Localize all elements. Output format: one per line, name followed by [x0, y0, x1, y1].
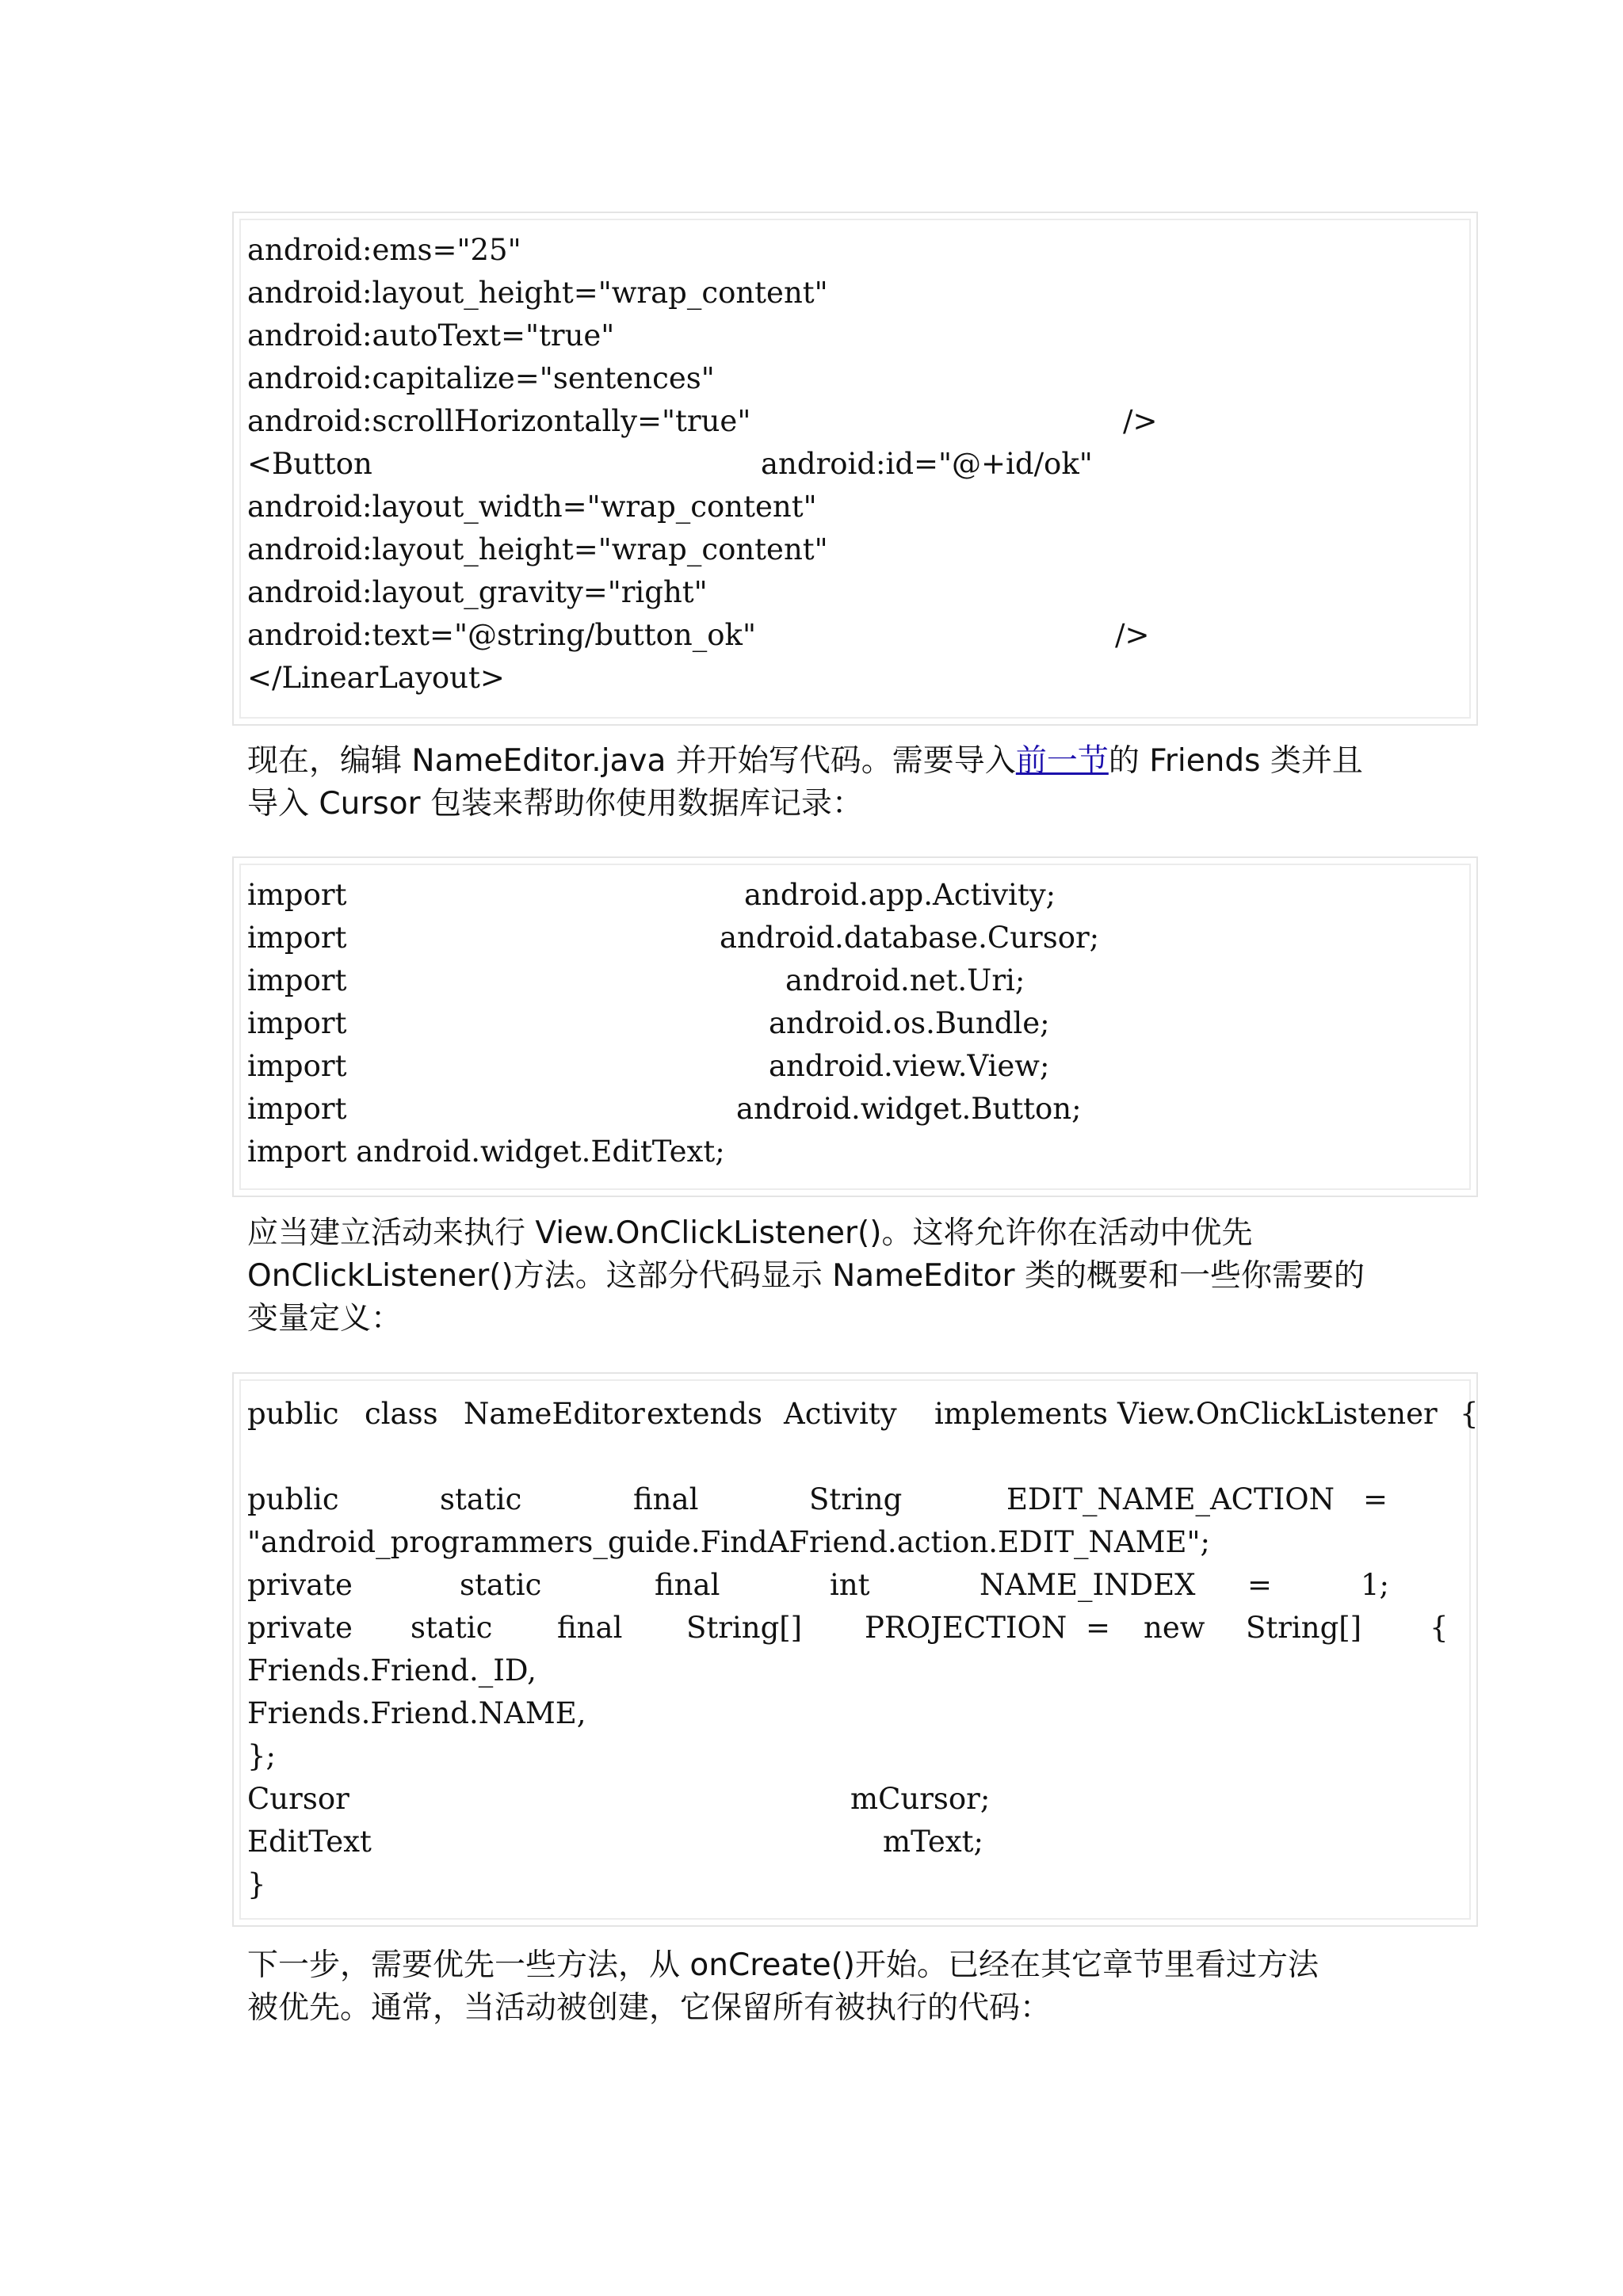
code-token: = — [1247, 1568, 1273, 1602]
code-token: new — [1144, 1611, 1205, 1645]
code-block-inner — [239, 864, 1471, 1190]
code-token: class — [365, 1397, 438, 1431]
code-token: import — [247, 921, 347, 955]
paragraph-line: OnClickListener()方法。这部分代码显示 NameEditor 类的概要和一些你需要的 — [247, 1258, 1365, 1294]
code-line: android:layout_height="wrap_content" — [247, 276, 828, 310]
code-token: = — [1086, 1611, 1111, 1645]
code-token: String[] — [1246, 1611, 1362, 1645]
code-token: extends — [647, 1397, 763, 1431]
paragraph-line: 下一步，需要优先一些方法，从 onCreate()开始。已经在其它章节里看过方法 — [247, 1947, 1319, 1983]
paragraph-line: 被优先。通常，当活动被创建，它保留所有被执行的代码： — [247, 1990, 1052, 2026]
code-token: <Button — [247, 447, 372, 481]
code-token: import — [247, 1049, 347, 1083]
code-token: android.app.Activity; — [744, 878, 1056, 912]
code-token: View.OnClickListener — [1117, 1397, 1438, 1431]
code-block-class — [232, 1372, 1478, 1927]
code-line: } — [247, 1867, 266, 1901]
code-token: /> — [1123, 404, 1158, 438]
code-token: public — [247, 1482, 339, 1516]
code-token: = — [1363, 1482, 1388, 1516]
paragraph-line: 变量定义： — [247, 1301, 403, 1337]
code-token: String[] — [686, 1611, 803, 1645]
code-token: private — [247, 1611, 353, 1645]
code-line — [247, 1778, 1476, 1821]
code-token: { — [1460, 1397, 1479, 1431]
code-token: Cursor — [247, 1782, 349, 1816]
paragraph-line: 应当建立活动来执行 View.OnClickListener()。这将允许你在活动中优先 — [247, 1215, 1253, 1251]
code-line: Friends.Friend.NAME, — [247, 1696, 586, 1730]
code-token: EditText — [247, 1825, 372, 1859]
code-token: import — [247, 963, 347, 997]
code-line: android:capitalize="sentences" — [247, 361, 715, 395]
code-token: mCursor; — [850, 1782, 991, 1816]
code-line — [247, 917, 1436, 959]
code-token: mText; — [883, 1825, 983, 1859]
paragraph — [247, 1212, 1388, 1341]
code-line: }; — [247, 1739, 277, 1773]
code-line — [247, 1564, 1476, 1607]
code-line: android:layout_width="wrap_content" — [247, 490, 817, 524]
code-line — [247, 959, 1436, 1002]
code-token: String — [809, 1482, 903, 1516]
code-line — [247, 1607, 1476, 1650]
code-token: private — [247, 1568, 353, 1602]
previous-section-link[interactable]: 前一节 — [1015, 743, 1109, 779]
paragraph-text: 的 Friends 类并且 — [1108, 743, 1363, 779]
code-line: Friends.Friend._ID, — [247, 1653, 537, 1688]
code-token: { — [1430, 1611, 1449, 1645]
code-line — [247, 614, 1357, 657]
code-line — [247, 1088, 1436, 1131]
code-token: final — [557, 1611, 623, 1645]
code-line: import android.widget.EditText; — [247, 1135, 725, 1169]
code-line — [247, 1393, 1479, 1436]
code-token: final — [633, 1482, 699, 1516]
code-block-imports — [232, 856, 1478, 1197]
paragraph — [247, 1944, 1388, 2030]
paragraph-line: 导入 Cursor 包装来帮助你使用数据库记录： — [247, 786, 863, 822]
code-token: NAME_INDEX — [980, 1568, 1196, 1602]
code-token: android:text="@string/button_ok" — [247, 618, 756, 652]
code-line — [247, 1821, 1476, 1863]
code-line — [247, 1478, 1476, 1521]
code-token: import — [247, 1006, 347, 1040]
code-line: "android_programmers_guide.FindAFriend.action.EDIT_NAME"; — [247, 1525, 1210, 1559]
code-token: import — [247, 1092, 347, 1126]
code-token: android.view.View; — [769, 1049, 1050, 1083]
code-token: final — [655, 1568, 720, 1602]
code-line: android:autoText="true" — [247, 318, 615, 353]
code-token: import — [247, 878, 347, 912]
code-token: NameEditor — [464, 1397, 645, 1431]
paragraph-text: 现在，编辑 NameEditor.java 并开始写代码。需要导入 — [247, 743, 1016, 779]
code-token: int — [830, 1568, 870, 1602]
code-token: EDIT_NAME_ACTION — [1006, 1482, 1335, 1516]
code-line: android:ems="25" — [247, 233, 521, 267]
code-token: android:id="@+id/ok" — [761, 447, 1093, 481]
code-token: static — [411, 1611, 493, 1645]
code-block-xml — [232, 212, 1478, 726]
code-token: android.os.Bundle; — [769, 1006, 1050, 1040]
paragraph — [247, 740, 1388, 826]
code-token: Activity — [784, 1397, 897, 1431]
code-line — [247, 1045, 1436, 1088]
code-token: static — [460, 1568, 542, 1602]
code-token: 1; — [1361, 1568, 1390, 1602]
code-line: android:layout_height="wrap_content" — [247, 532, 828, 566]
paragraph-line — [247, 740, 1388, 783]
code-token: android:scrollHorizontally="true" — [247, 404, 751, 438]
code-line — [247, 1002, 1436, 1045]
code-line: </LinearLayout> — [247, 661, 505, 695]
code-line — [247, 400, 1357, 443]
code-line — [247, 874, 1436, 917]
code-line: android:layout_gravity="right" — [247, 575, 708, 609]
code-token: android.net.Uri; — [785, 963, 1025, 997]
code-token: /> — [1115, 618, 1150, 652]
code-token: android.database.Cursor; — [720, 921, 1100, 955]
code-block-inner — [239, 1379, 1479, 1920]
code-token: implements — [934, 1397, 1109, 1431]
code-block-inner — [239, 219, 1471, 719]
code-line — [247, 443, 1357, 486]
code-token: static — [440, 1482, 522, 1516]
code-token: android.widget.Button; — [736, 1092, 1082, 1126]
code-token: public — [247, 1397, 339, 1431]
code-token: PROJECTION — [865, 1611, 1067, 1645]
